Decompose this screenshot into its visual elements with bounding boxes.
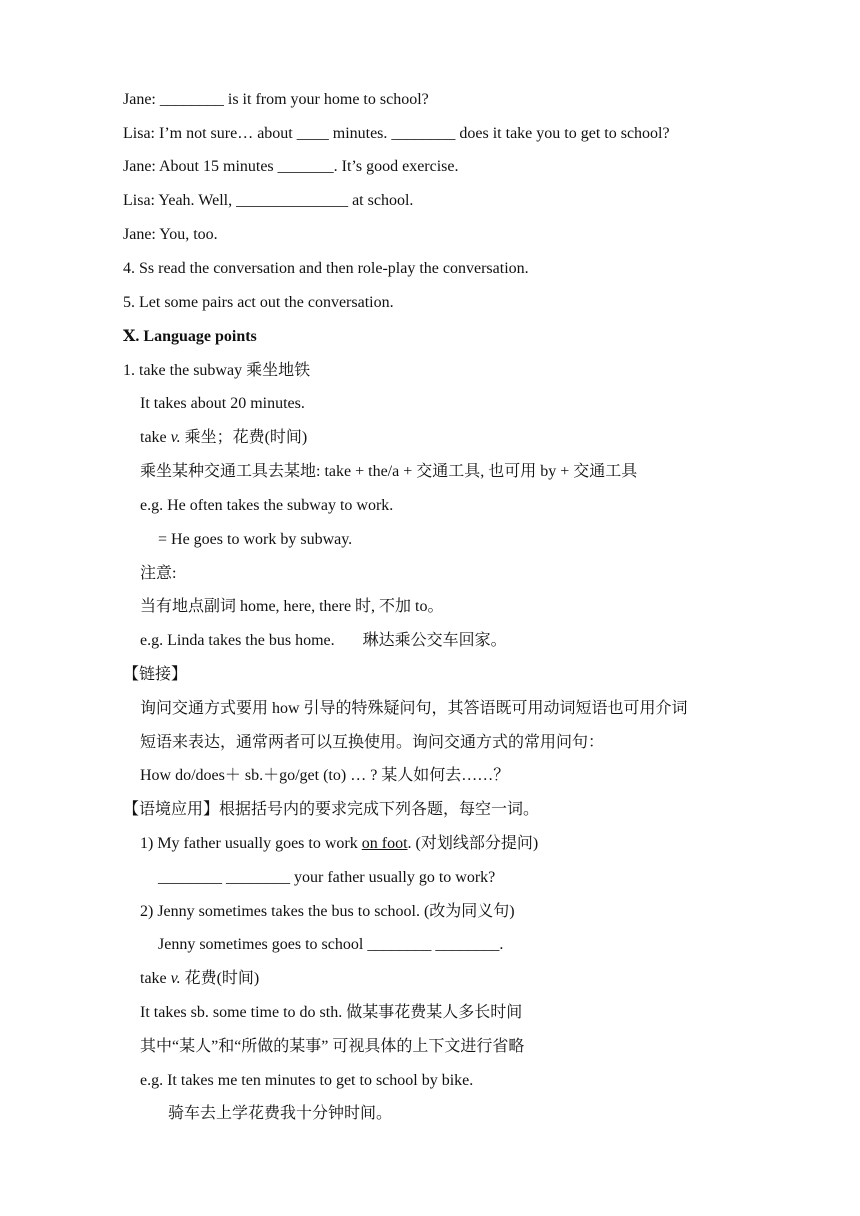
point1-example: It takes about 20 minutes. xyxy=(140,395,305,412)
point1-eg2 xyxy=(140,631,507,651)
dialogue-line-lisa-1: Lisa: I’m not sure… about ____ minutes. ________ does it take you to get to school? xyxy=(123,125,670,142)
take-word-2: take xyxy=(140,970,171,987)
take-pattern: It takes sb. some time to do sth. 做某事花费某人多长时间 xyxy=(140,1004,523,1021)
take-pos-2: v. xyxy=(170,970,181,987)
exercise-q2: 2) Jenny sometimes takes the bus to school. (改为同义句) xyxy=(140,903,515,920)
eg2-english: e.g. Linda takes the bus home. xyxy=(140,632,335,649)
take-note: 其中“某人”和“所做的某事” 可视具体的上下文进行省略 xyxy=(140,1038,525,1055)
exercise-label: 【语境应用】根据括号内的要求完成下列各题，每空一词。 xyxy=(123,801,540,818)
take-eg: e.g. It takes me ten minutes to get to school by bike. xyxy=(140,1072,474,1089)
q1-underlined: on foot xyxy=(361,835,408,852)
point1-note: 当有地点副词 home, here, there 时, 不加 to。 xyxy=(140,598,444,615)
take-meaning-2: 花费(时间) xyxy=(180,970,260,987)
link-text-2: 短语来表达，通常两者可以互换使用。询问交通方式的常用问句： xyxy=(140,734,605,751)
dialogue-line-jane-3: Jane: You, too. xyxy=(123,226,218,243)
take-meaning: 乘坐；花费(时间) xyxy=(180,429,308,446)
eg2-chinese: 琳达乘公交车回家。 xyxy=(362,632,507,649)
point1-note-label: 注意: xyxy=(140,565,177,582)
q1-pre: 1) My father usually goes to work xyxy=(140,835,362,852)
step-5: 5. Let some pairs act out the conversation. xyxy=(123,294,394,311)
step-4: 4. Ss read the conversation and then role-play the conversation. xyxy=(123,260,529,277)
dialogue-line-jane-2: Jane: About 15 minutes _______. It’s good exercise. xyxy=(123,158,459,175)
point1-usage: 乘坐某种交通工具去某地: take + the/a + 交通工具, 也可用 by + 交通工具 xyxy=(140,463,638,480)
link-label: 【链接】 xyxy=(123,666,188,683)
exercise-q1 xyxy=(140,834,538,854)
exercise-q1-answer: ________ ________ your father usually go to work? xyxy=(158,869,496,886)
point1-eg1: e.g. He often takes the subway to work. xyxy=(140,497,394,514)
take-word: take xyxy=(140,429,171,446)
section-title: Ⅹ. Language points xyxy=(123,328,257,345)
exercise-q2-answer: Jenny sometimes goes to school ________ ________. xyxy=(158,936,504,953)
take-definition xyxy=(140,969,259,989)
dialogue-line-lisa-2: Lisa: Yeah. Well, ______________ at school. xyxy=(123,192,414,209)
link-pattern: How do/does＋ sb.＋go/get (to) … ? 某人如何去……？ xyxy=(140,767,510,784)
q1-post: . (对划线部分提问) xyxy=(407,835,539,852)
dialogue-line-jane-1: Jane: ________ is it from your home to school? xyxy=(123,91,429,108)
point1-heading: 1. take the subway 乘坐地铁 xyxy=(123,362,311,379)
take-pos: v. xyxy=(170,429,181,446)
take-eg-chinese: 骑车去上学花费我十分钟时间。 xyxy=(168,1105,393,1122)
point1-eg1b: = He goes to work by subway. xyxy=(158,531,353,548)
point1-take-definition xyxy=(140,428,307,448)
link-text-1: 询问交通方式要用 how 引导的特殊疑问句，其答语既可用动词短语也可用介词 xyxy=(140,700,688,717)
